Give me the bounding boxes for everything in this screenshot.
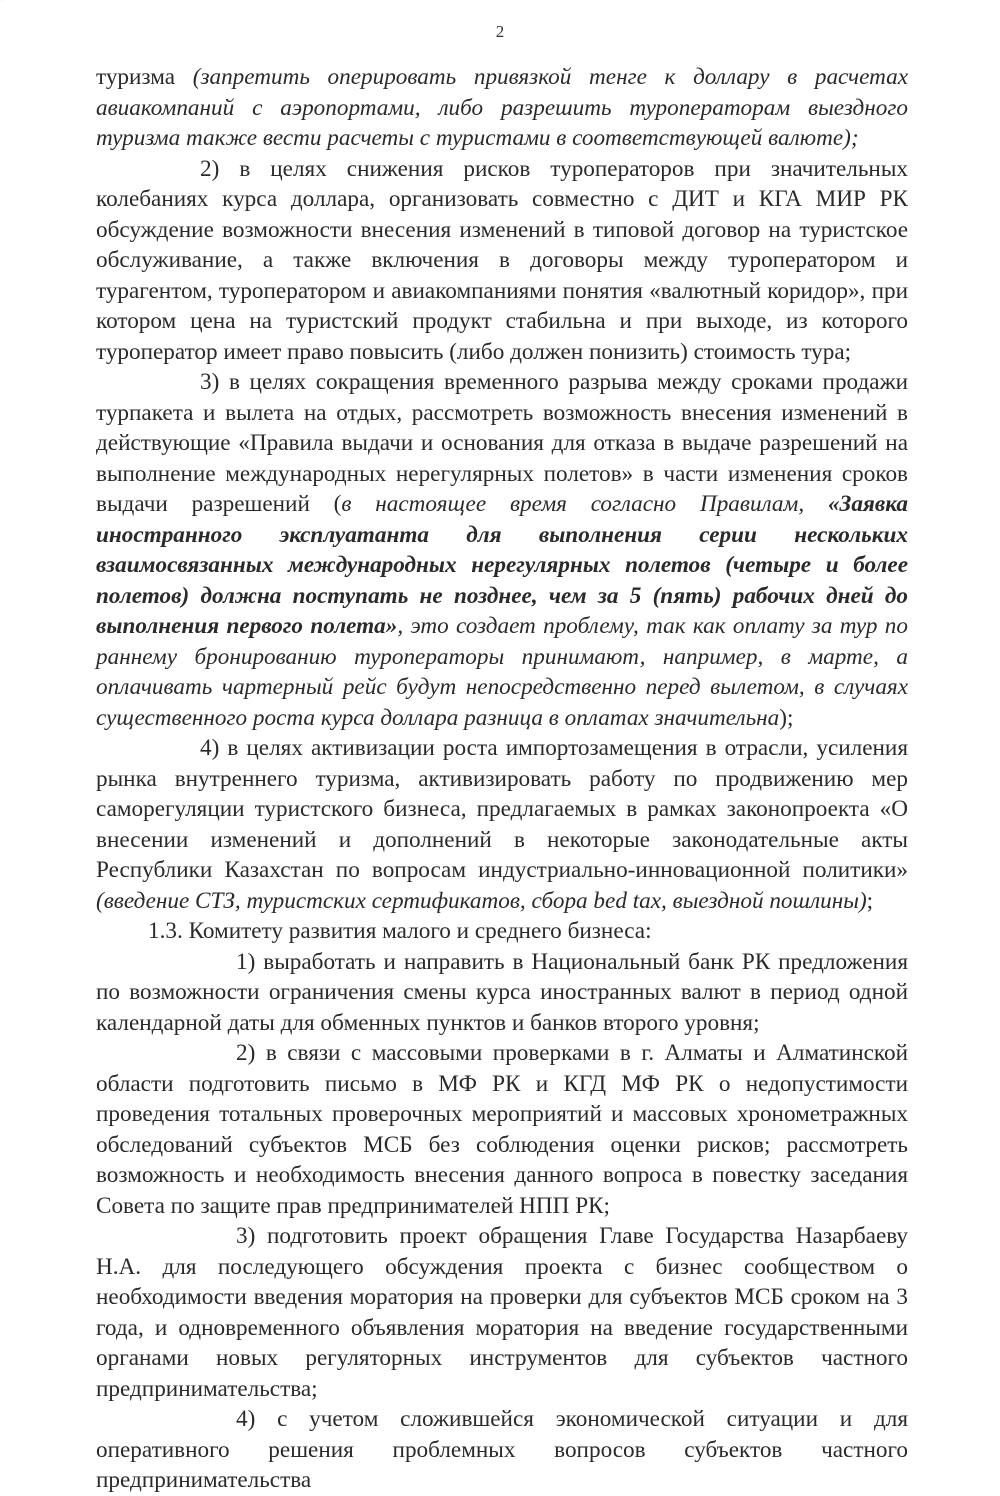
intro-lead: туризма <box>96 64 193 90</box>
list-number: 2) <box>200 155 220 182</box>
section-item-2 <box>96 1038 908 1221</box>
list-item-text: с учетом сложившейся экономической ситуации и для оперативного решения проблемных вопросов субъектов частного предпринимательства <box>96 1406 908 1493</box>
list-item-text: в связи с массовыми проверками в г. Алматы и Алматинской области подготовить письмо в МФ РК и КГД МФ РК о недопустимости проведения тотальных проверочных мероприятий и массовых хронометражных обследований субъектов МСБ без соблюдения оценки рисков; рассмотреть возможность и необходимость внесения данного вопроса в повестку заседания Совета по защите прав предпринимателей НПП РК; <box>96 1040 908 1219</box>
list-item-italic: (введение СТЗ, туристских сертификатов, сбора bed tax, выездной пошлины) <box>96 887 867 914</box>
list-number: 3) <box>200 369 220 395</box>
section-item-4 <box>96 1404 908 1496</box>
list-item-bold-quote: «Заявка иностранного эксплуатанта для выполнения серии нескольких взаимосвязанных международных нерегулярных полетов (четыре и более полетов) должна поступать не позднее, чем за 5 (пять) рабочих дней до выполнения первого полета» <box>96 491 908 639</box>
list-item-text: в целях активизации роста импортозамещения в отрасли, усиления рынка внутреннего туризма, активизировать работу по продвижению мер саморегуляции туристского бизнеса, предлагаемых в рамках законопроекта «О внесении изменений и дополнений в некоторые законодательные акты Республики Казахстан по вопросам индустриально-инновационной политики» <box>96 735 908 883</box>
list-number: 2) <box>236 1040 256 1066</box>
list-item-italic: , это создает проблему, так как оплату за тур по раннему бронированию туроператоры принимают, например, в марте, а оплачивать чартерный рейс будут непосредственно перед вылетом, в случаях существенного роста курса доллара разница в оплатах значительна <box>96 613 908 731</box>
list-number: 3) <box>236 1223 256 1249</box>
list-item-4 <box>96 733 908 916</box>
document-body <box>96 62 908 1496</box>
list-item-italic: в настоящее время согласно Правилам, <box>341 491 828 517</box>
intro-italic: (запретить оперировать привязкой тенге к доллару в расчетах авиакомпаний с аэропортами, либо разрешить туроператорам выездного туризма также вести расчеты с туристами в соответствующей валюте); <box>96 64 908 151</box>
list-item-text: подготовить проект обращения Главе Государства Назарбаеву Н.А. для последующего обсуждения проекта с бизнес сообществом о необходимости введения моратория на проверки для субъектов МСБ сроком на 3 года, и одновременного объявления моратория на введение государственными органами новых регуляторных инструментов для субъектов частного предпринимательства; <box>96 1223 908 1402</box>
list-item-text: в целях снижения рисков туроператоров при значительных колебаниях курса доллара, организовать совместно с ДИТ и КГА МИР РК обсуждение возможности внесения изменений в типовой договор на туристское обслуживание, а также включения в договоры между туроператором и турагентом, туроператором и авиакомпаниями понятия «валютный коридор», при котором цена на туристский продукт стабильна и при выходе, из которого туроператор имеет право повысить (либо должен понизить) стоимость тура; <box>96 155 908 365</box>
list-item-tail: ; <box>866 887 874 914</box>
list-item-text: в целях сокращения временного разрыва между сроками продажи турпакета и вылета на отдых, рассмотреть возможность внесения изменений в действующие «Правила выдачи и основания для отказа в выдаче разрешений на выполнение международных нерегулярных полетов» в части изменения сроков выдачи разрешений ( <box>96 369 908 517</box>
section-item-1 <box>96 947 908 1039</box>
page-number: 2 <box>495 22 505 41</box>
list-item-2 <box>96 154 908 368</box>
section-heading-1-3: 1.3. Комитету развития малого и среднего бизнеса: <box>148 918 652 944</box>
list-number: 4) <box>236 1406 256 1432</box>
list-number: 4) <box>200 735 220 761</box>
list-item-text: выработать и направить в Национальный банк РК предложения по возможности ограничения смены курса иностранных валют в период одной календарной даты для обменных пунктов и банков второго уровня; <box>96 948 908 1036</box>
list-item-tail: ); <box>779 704 794 731</box>
paragraph-intro <box>96 62 908 154</box>
list-number: 1) <box>236 948 256 975</box>
section-item-3 <box>96 1221 908 1404</box>
list-item-3 <box>96 367 908 733</box>
